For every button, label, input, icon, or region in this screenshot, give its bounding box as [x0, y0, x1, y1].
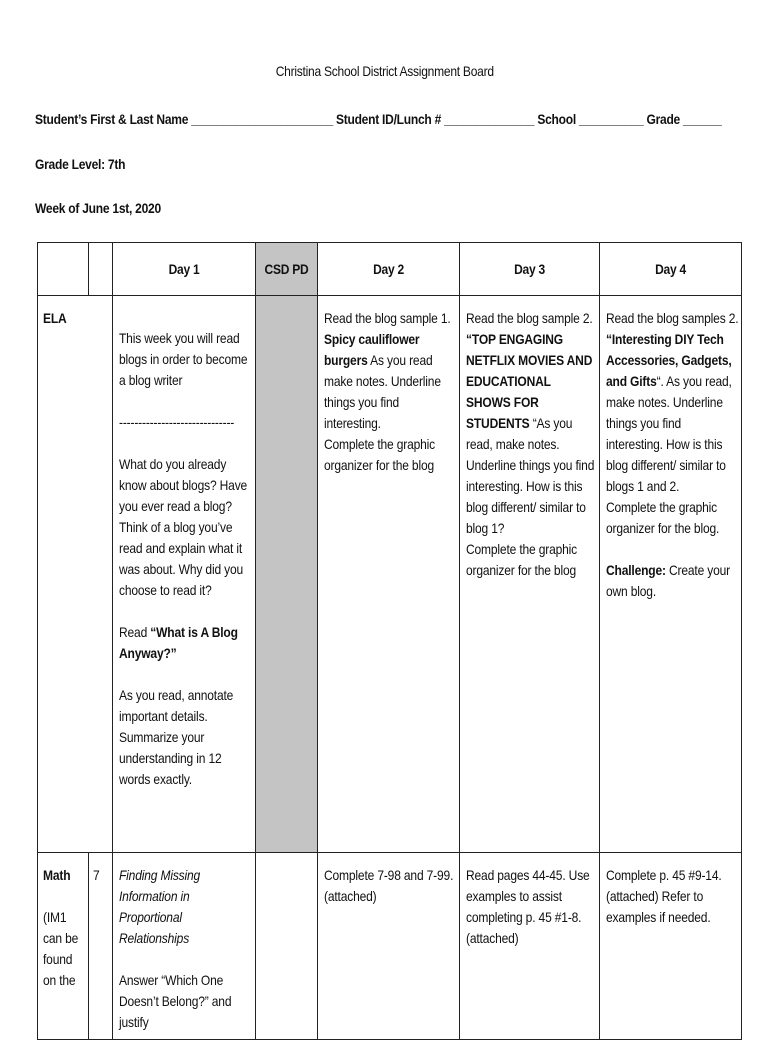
- ela-day4-challenge: Challenge: Create your own blog.: [606, 562, 731, 599]
- ela-day3-organizer: Complete the graphic organizer for the blog: [466, 541, 578, 578]
- ela-day2-organizer: Complete the graphic organizer for the blog: [324, 436, 436, 473]
- math-subject-cell: [38, 853, 89, 1040]
- header-subject: [38, 243, 89, 296]
- ela-day2-text: Read the blog sample 1. Spicy cauliflower burgers As you read make notes. Underline things you find interesting.: [324, 310, 451, 431]
- week-label: Week of June 1st, 2020: [35, 200, 161, 216]
- math-day4-text: Complete p. 45 #9-14. (attached) Refer to examples if needed.: [606, 867, 722, 925]
- ela-day3-cell: [460, 296, 600, 853]
- ela-day1-questions: What do you already know about blogs? Have you ever read a blog? Think of a blog you’ve read and explain what it was about. Why did you choose to read it?: [119, 456, 248, 598]
- math-pd-cell: [256, 853, 318, 1040]
- math-day3-cell: [460, 853, 600, 1040]
- ela-pd-cell: [256, 296, 318, 853]
- math-day2-text: Complete 7-98 and 7-99. (attached): [324, 867, 454, 904]
- student-info-line: Student’s First & Last Name ______________________ Student ID/Lunch # ______________ School __________ Grade ______: [35, 111, 722, 127]
- header-day4: Day 4: [600, 243, 742, 296]
- ela-day1-read: Read “What is A Blog Anyway?”: [119, 624, 238, 661]
- grade-level: Grade Level: 7th: [35, 156, 126, 172]
- document-title: Christina School District Assignment Board: [275, 63, 495, 79]
- header-num: [89, 243, 113, 296]
- ela-day1-annotate: As you read, annotate important details. Summarize your understanding in 12 words exactly.: [119, 687, 234, 787]
- ela-subject: ELA: [43, 310, 67, 326]
- math-day1-cell: [113, 853, 256, 1040]
- header-day1: Day 1: [113, 243, 256, 296]
- math-note: (IM1 can be found on the: [43, 909, 79, 988]
- math-day4-cell: [600, 853, 742, 1040]
- ela-day4-text: Read the blog samples 2. “Interesting DIY Tech Accessories, Gadgets, and Gifts“. As you read, make notes. Underline things you find interesting. How is this blog different/ similar to blogs 1 and 2.: [606, 310, 739, 494]
- math-day1-task: Answer “Which One Doesn’t Belong?” and justify: [119, 972, 232, 1030]
- header-day2: Day 2: [318, 243, 460, 296]
- header-day3: Day 3: [460, 243, 600, 296]
- ela-day1-divider: ------------------------------: [119, 414, 235, 430]
- assignment-table: [37, 242, 742, 1040]
- ela-day1-intro: This week you will read blogs in order to become a blog writer: [119, 330, 248, 388]
- math-row: [38, 853, 742, 1040]
- math-day3-text: Read pages 44-45. Use examples to assist completing p. 45 #1-8. (attached): [466, 867, 590, 946]
- ela-day2-cell: [318, 296, 460, 853]
- math-subject: Math: [43, 867, 71, 883]
- math-day1-title: Finding Missing Information in Proportional Relationships: [119, 867, 201, 946]
- math-num-cell: [89, 853, 113, 1040]
- ela-day3-text: Read the blog sample 2. “TOP ENGAGING NETFLIX MOVIES AND EDUCATIONAL SHOWS FOR STUDENTS “As you read, make notes. Underline things you find interesting. How is this blog different/ similar to blog 1?: [466, 310, 595, 536]
- ela-day4-organizer: Complete the graphic organizer for the blog.: [606, 499, 720, 536]
- math-num: 7: [93, 867, 100, 883]
- header-row: [38, 243, 742, 296]
- ela-subject-cell: [38, 296, 113, 853]
- ela-row: [38, 296, 742, 853]
- header-csd-pd: CSD PD: [256, 243, 318, 296]
- ela-day1-cell: [113, 296, 256, 853]
- ela-day4-cell: [600, 296, 742, 853]
- math-day2-cell: [318, 853, 460, 1040]
